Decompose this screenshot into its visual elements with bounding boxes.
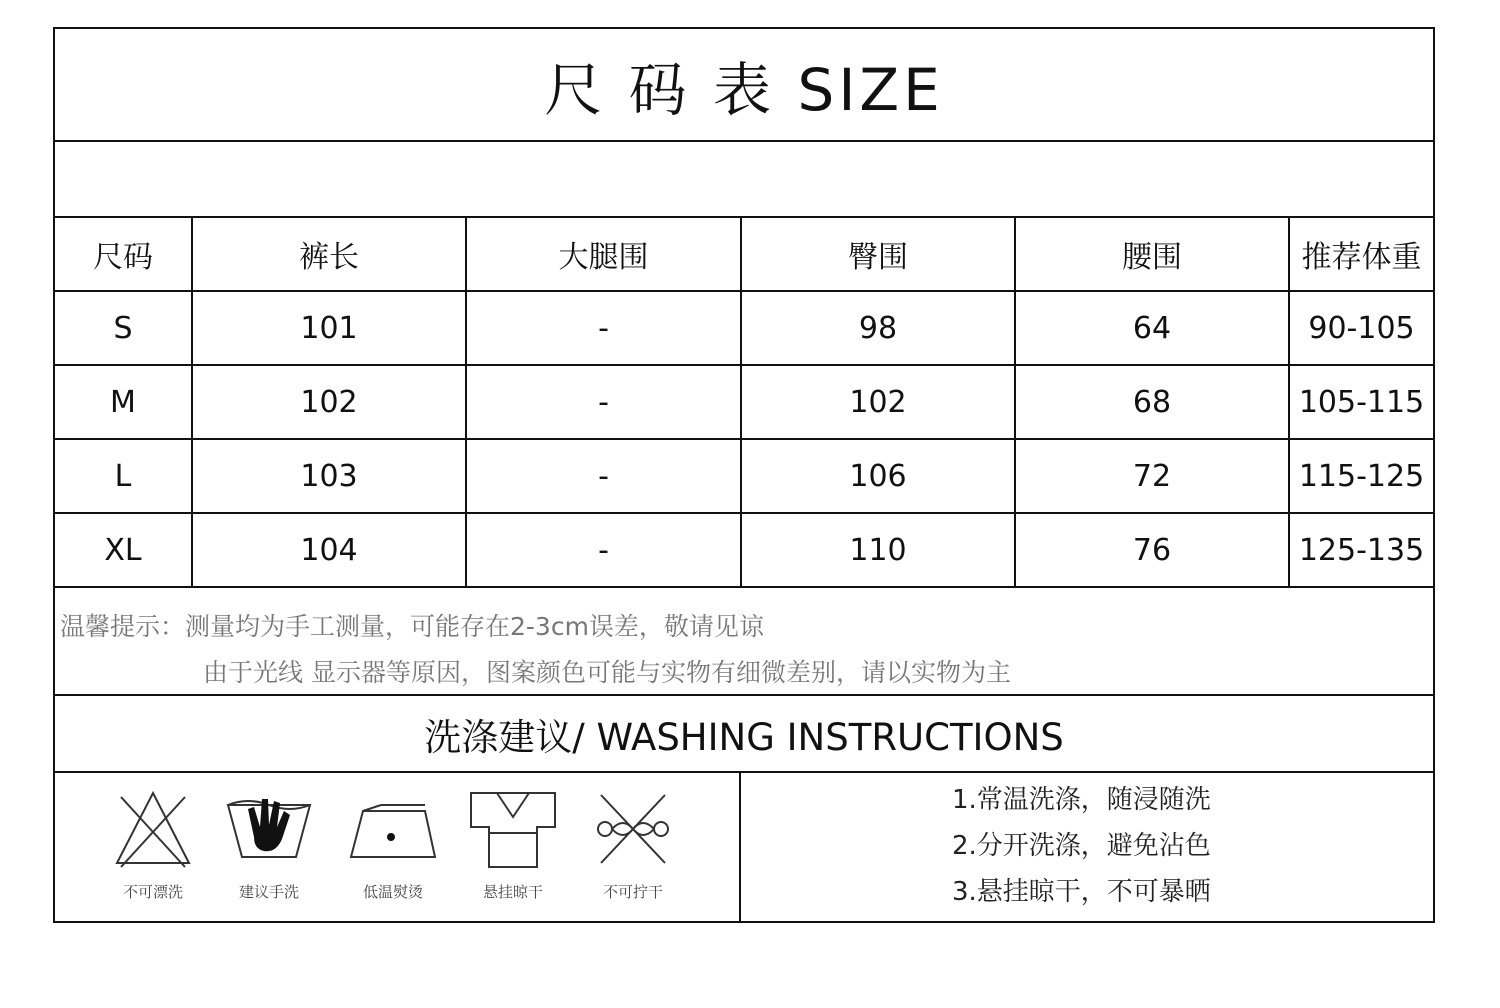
table-row [55, 365, 1433, 439]
size-table [55, 218, 1433, 588]
table-cell: 125-135 [1289, 513, 1433, 587]
table-cell: 104 [192, 513, 466, 587]
washing-note: 1.常温洗涤，随浸随洗 [952, 785, 1211, 815]
care-label: 悬挂晾干 [482, 883, 543, 901]
table-row [55, 439, 1433, 513]
table-row [55, 291, 1433, 365]
table-cell: 72 [1015, 439, 1289, 513]
header-waist: 腰围 [1015, 218, 1289, 291]
blank-row [55, 142, 1433, 218]
header-hip: 臀围 [741, 218, 1015, 291]
care-item [219, 787, 319, 902]
care-item [103, 787, 203, 902]
table-row [55, 513, 1433, 587]
table-cell: - [466, 439, 741, 513]
care-label: 不可拧干 [602, 883, 663, 901]
tips-section [55, 599, 1433, 696]
table-cell: - [466, 513, 741, 587]
table-cell: 103 [192, 439, 466, 513]
size-chart-sheet [53, 27, 1435, 923]
hand-wash-icon [224, 787, 314, 871]
table-header-row [55, 218, 1433, 291]
washing-note: 2.分开洗涤，避免沾色 [952, 831, 1211, 861]
table-cell: 64 [1015, 291, 1289, 365]
care-item [583, 787, 683, 902]
table-cell: 102 [192, 365, 466, 439]
low-iron-icon [345, 787, 441, 871]
washing-notes [741, 773, 1433, 923]
header-size: 尺码 [55, 218, 192, 291]
tip-line: 由于光线 显示器等原因，图案颜色可能与实物有细微差别，请以实物为主 [203, 658, 1011, 687]
table-cell: L [55, 439, 192, 513]
table-cell: S [55, 291, 192, 365]
table-cell: M [55, 365, 192, 439]
tip-line: 温馨提示：测量均为手工测量，可能存在2-3cm误差，敬请见谅 [60, 612, 764, 641]
care-item [343, 787, 443, 902]
table-cell: - [466, 291, 741, 365]
table-cell: - [466, 365, 741, 439]
no-wring-icon [591, 787, 675, 871]
table-cell: 98 [741, 291, 1015, 365]
care-label: 不可漂洗 [122, 883, 183, 901]
washing-title: 洗涤建议/ WASHING INSTRUCTIONS [55, 696, 1433, 773]
care-label: 低温熨烫 [362, 883, 423, 901]
header-pants-length: 裤长 [192, 218, 466, 291]
table-cell: 105-115 [1289, 365, 1433, 439]
care-label: 建议手洗 [238, 883, 299, 901]
table-cell: 68 [1015, 365, 1289, 439]
table-cell: 90-105 [1289, 291, 1433, 365]
table-cell: 101 [192, 291, 466, 365]
no-bleach-icon [113, 787, 193, 871]
washing-note: 3.悬挂晾干，不可暴晒 [952, 877, 1211, 907]
page-title: 尺 码 表 SIZE [55, 29, 1433, 142]
care-item [463, 787, 563, 902]
table-cell: 115-125 [1289, 439, 1433, 513]
table-cell: 76 [1015, 513, 1289, 587]
table-cell: XL [55, 513, 192, 587]
table-cell: 110 [741, 513, 1015, 587]
hang-dry-icon [465, 787, 561, 871]
header-thigh: 大腿围 [466, 218, 741, 291]
header-weight: 推荐体重 [1289, 218, 1433, 291]
table-cell: 102 [741, 365, 1015, 439]
care-icons-cell [55, 773, 741, 923]
table-cell: 106 [741, 439, 1015, 513]
